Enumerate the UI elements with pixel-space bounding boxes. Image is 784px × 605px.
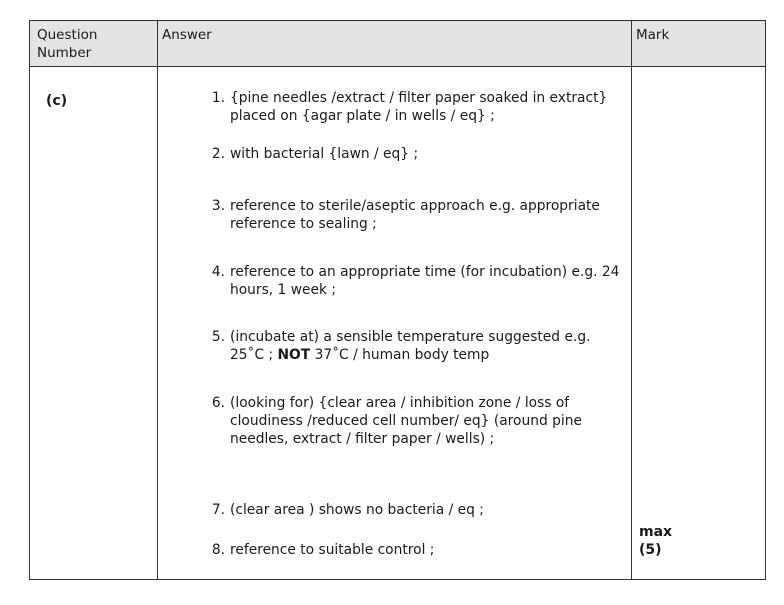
max-mark [639,523,672,559]
answer-number: 4. [211,264,225,280]
answer-number: 7. [211,502,225,518]
answer-text [230,328,628,364]
answer-number: 2. [211,146,225,162]
header-question-number: Question Number [37,27,98,61]
question-label: (c) [46,93,68,109]
header-answer: Answer [162,27,212,43]
column-divider [631,21,632,579]
answer-text: (clear area ) shows no bacteria / eq ; [230,502,484,518]
mark-scheme-table [29,20,766,580]
column-divider [157,21,158,579]
answer-number: 5. [211,329,225,345]
answer-text-part: (incubate at) a sensible temperature suggested e.g. 25˚C ; [230,329,591,363]
answer-number: 8. [211,542,225,558]
answer-number: 3. [211,198,225,214]
answer-number: 6. [211,395,225,411]
answer-text: reference to an appropriate time (for incubation) e.g. 24 hours, 1 week ; [230,264,620,298]
answer-number: 1. [211,90,225,106]
max-mark-value: (5) [639,542,662,558]
answer-text: reference to suitable control ; [230,542,435,558]
max-mark-label: max [639,524,673,540]
answer-text: {pine needles /extract / filter paper soaked in extract} placed on {agar plate / in wells / eq} ; [230,90,608,124]
answer-text: (looking for) {clear area / inhibition zone / loss of cloudiness /reduced cell number/ eq} (around pine needles, extract / filter paper / wells) ; [230,395,582,447]
answer-text: with bacterial {lawn / eq} ; [230,146,419,162]
answer-text: reference to sterile/aseptic approach e.g. appropriate reference to sealing ; [230,198,600,232]
header-mark: Mark [636,27,670,43]
answer-text-bold: NOT [277,347,311,363]
answer-text-part: 37˚C / human body temp [314,347,490,363]
